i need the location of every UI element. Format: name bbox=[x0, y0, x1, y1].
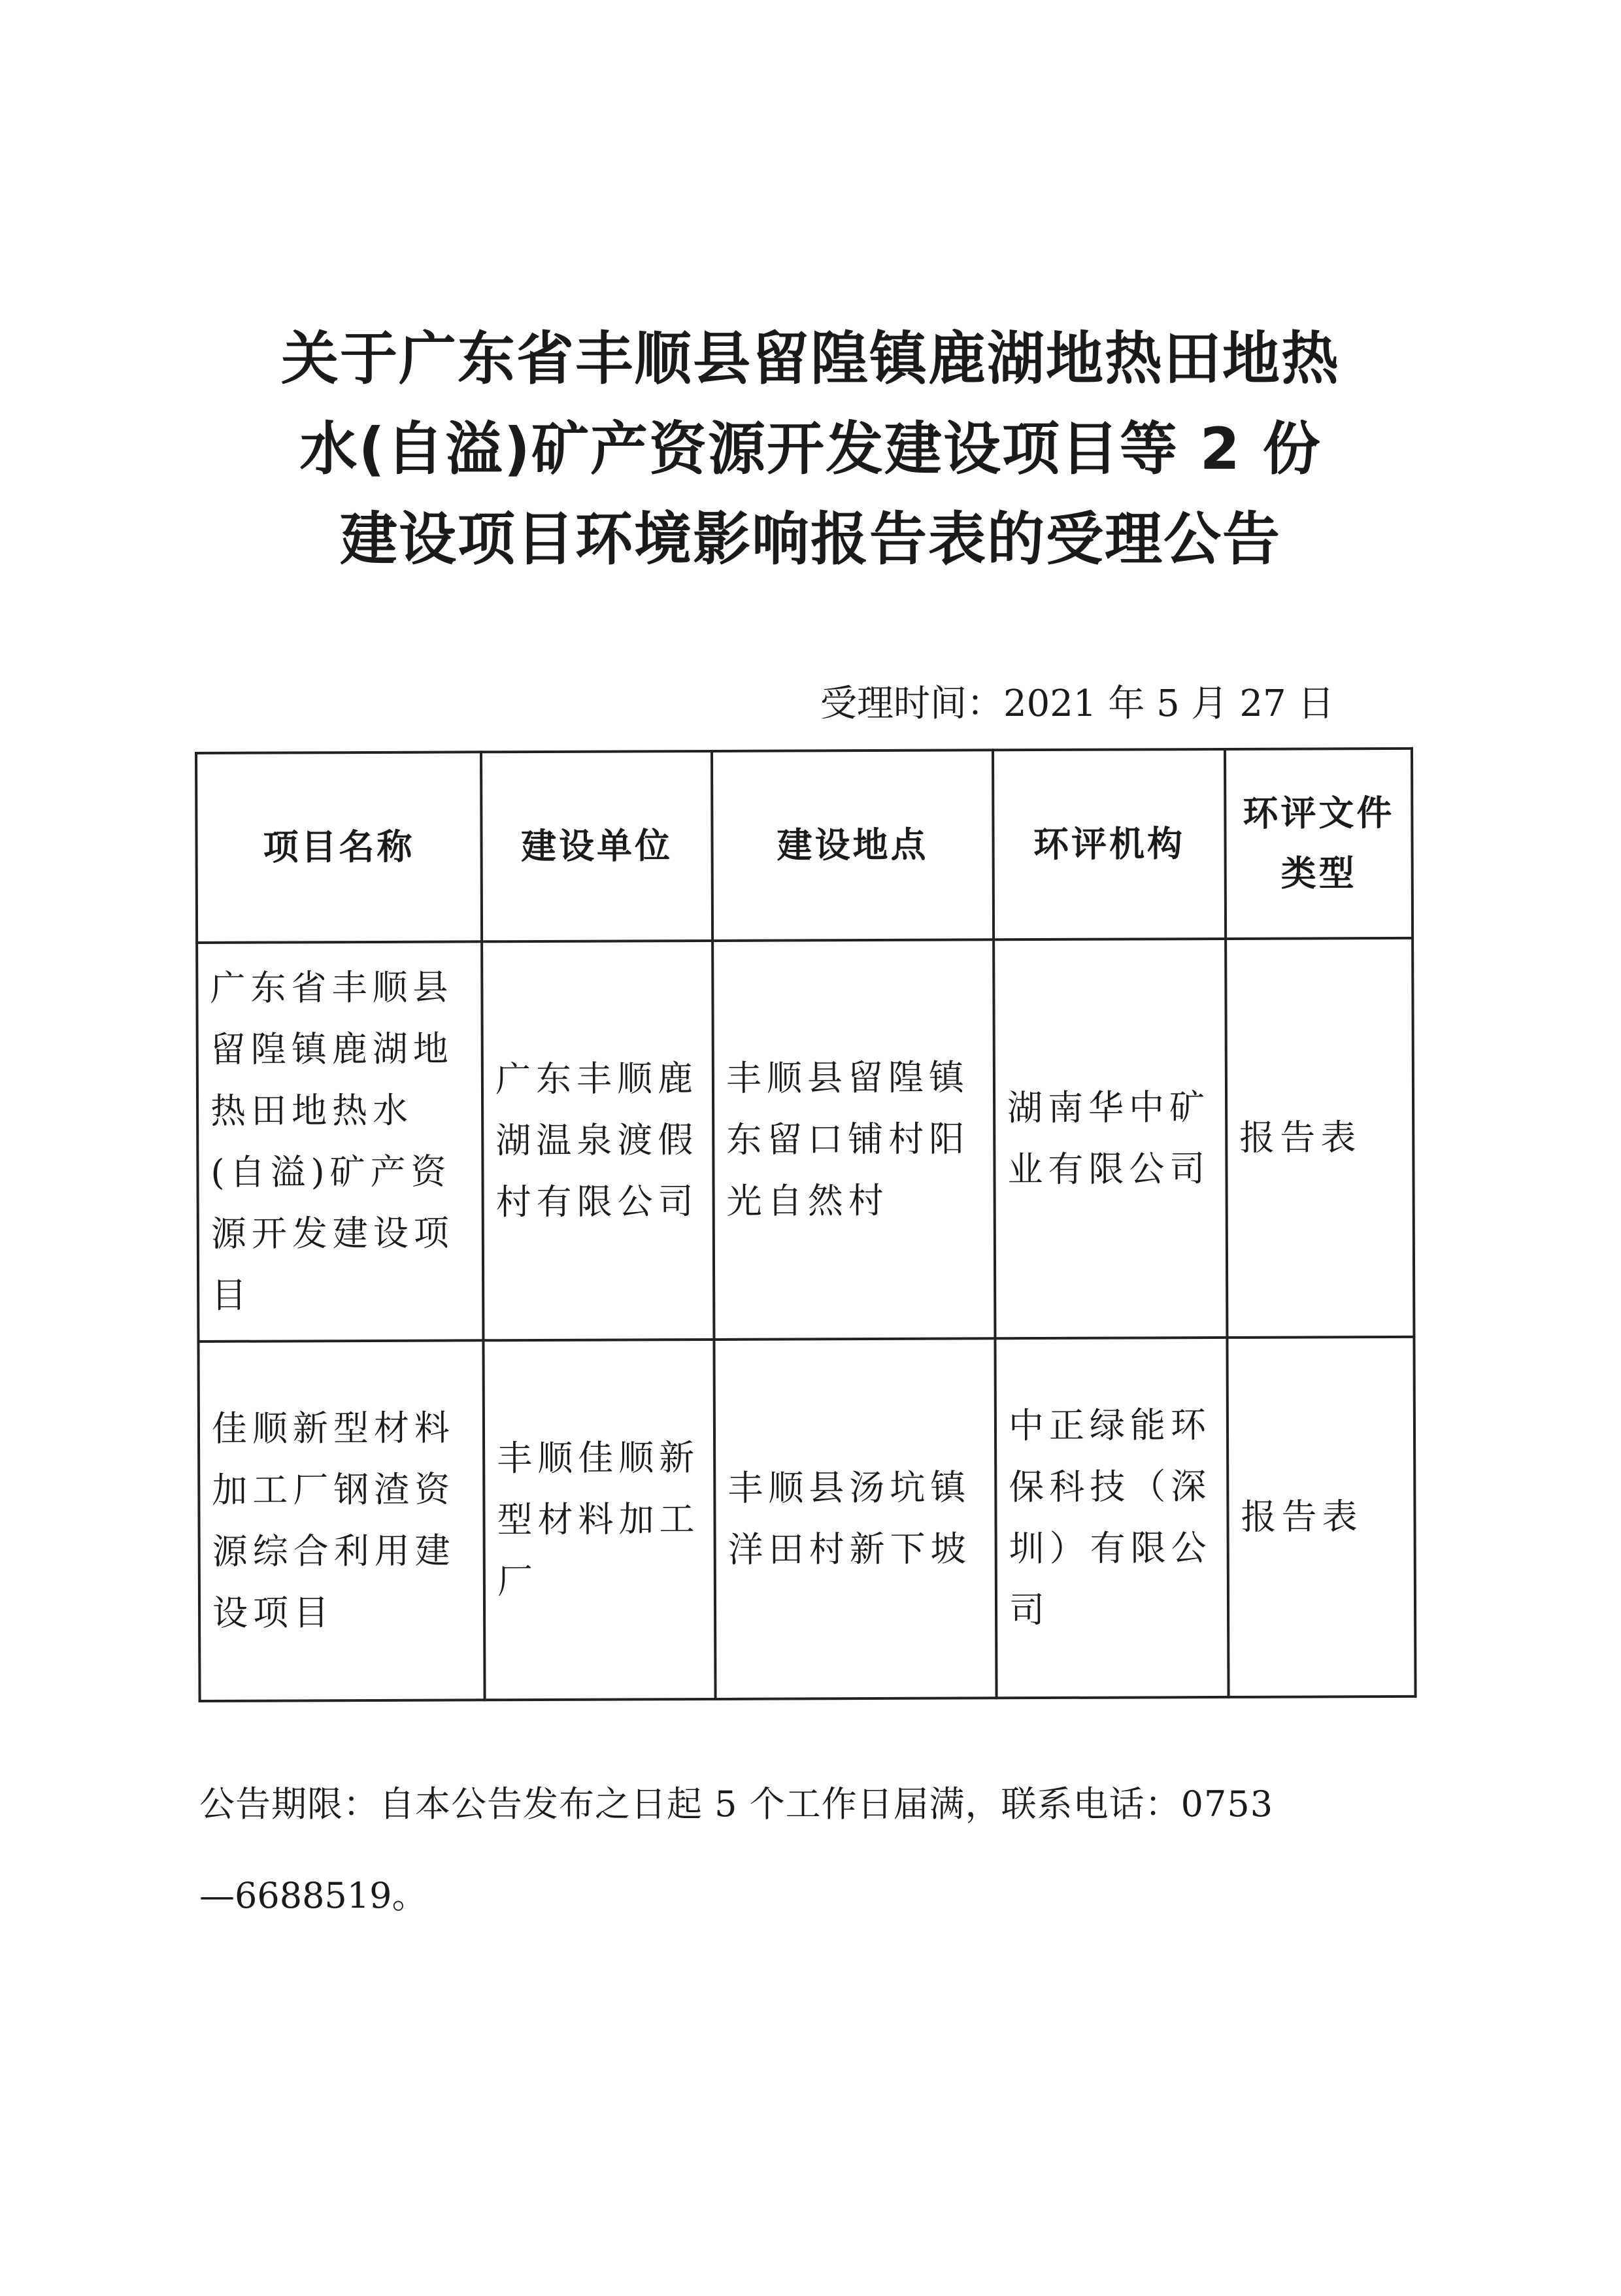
notice-title bbox=[157, 314, 1464, 584]
table-row bbox=[198, 1337, 1415, 1701]
title-line-3: 建设项目环境影响报告表的受理公告 bbox=[339, 505, 1281, 573]
cell-eia-agency: 湖南华中矿业有限公司 bbox=[994, 939, 1227, 1338]
footer-line-1: 公告期限：自本公告发布之日起 5 个工作日届满，联系电话：0753 bbox=[199, 1783, 1274, 1825]
cell-doc-type: 报告表 bbox=[1226, 938, 1414, 1338]
table-header-row bbox=[196, 749, 1412, 943]
cell-location: 丰顺县留隍镇东留口铺村阳光自然村 bbox=[712, 939, 995, 1340]
cell-eia-agency: 中正绿能环保科技（深圳）有限公司 bbox=[995, 1338, 1228, 1698]
header-doc-type: 环评文件类型 bbox=[1225, 749, 1412, 939]
cell-project-name: 广东省丰顺县留隍镇鹿湖地热田地热水(自溢)矿产资源开发建设项目 bbox=[197, 941, 483, 1342]
header-project-name: 项目名称 bbox=[196, 752, 482, 943]
title-line-2: 水(自溢)矿产资源开发建设项目等 2 份 bbox=[299, 415, 1322, 482]
header-location: 建设地点 bbox=[712, 750, 994, 941]
header-builder: 建设单位 bbox=[481, 751, 712, 941]
cell-builder: 丰顺佳顺新型材料加工厂 bbox=[483, 1340, 715, 1700]
cell-doc-type: 报告表 bbox=[1227, 1337, 1415, 1697]
cell-project-name: 佳顺新型材料加工厂钢渣资源综合利用建设项目 bbox=[198, 1340, 484, 1701]
title-line-1: 关于广东省丰顺县留隍镇鹿湖地热田地热 bbox=[280, 325, 1340, 392]
table-row bbox=[197, 938, 1414, 1342]
notice-footer bbox=[199, 1759, 1350, 1942]
cell-builder: 广东丰顺鹿湖温泉渡假村有限公司 bbox=[482, 941, 714, 1340]
acceptance-date: 受理时间：2021 年 5 月 27 日 bbox=[820, 683, 1335, 725]
project-table bbox=[195, 747, 1417, 1702]
header-eia-agency: 环评机构 bbox=[993, 749, 1226, 939]
footer-line-2: —6688519。 bbox=[199, 1875, 427, 1916]
cell-location: 丰顺县汤坑镇洋田村新下坡 bbox=[714, 1338, 996, 1699]
